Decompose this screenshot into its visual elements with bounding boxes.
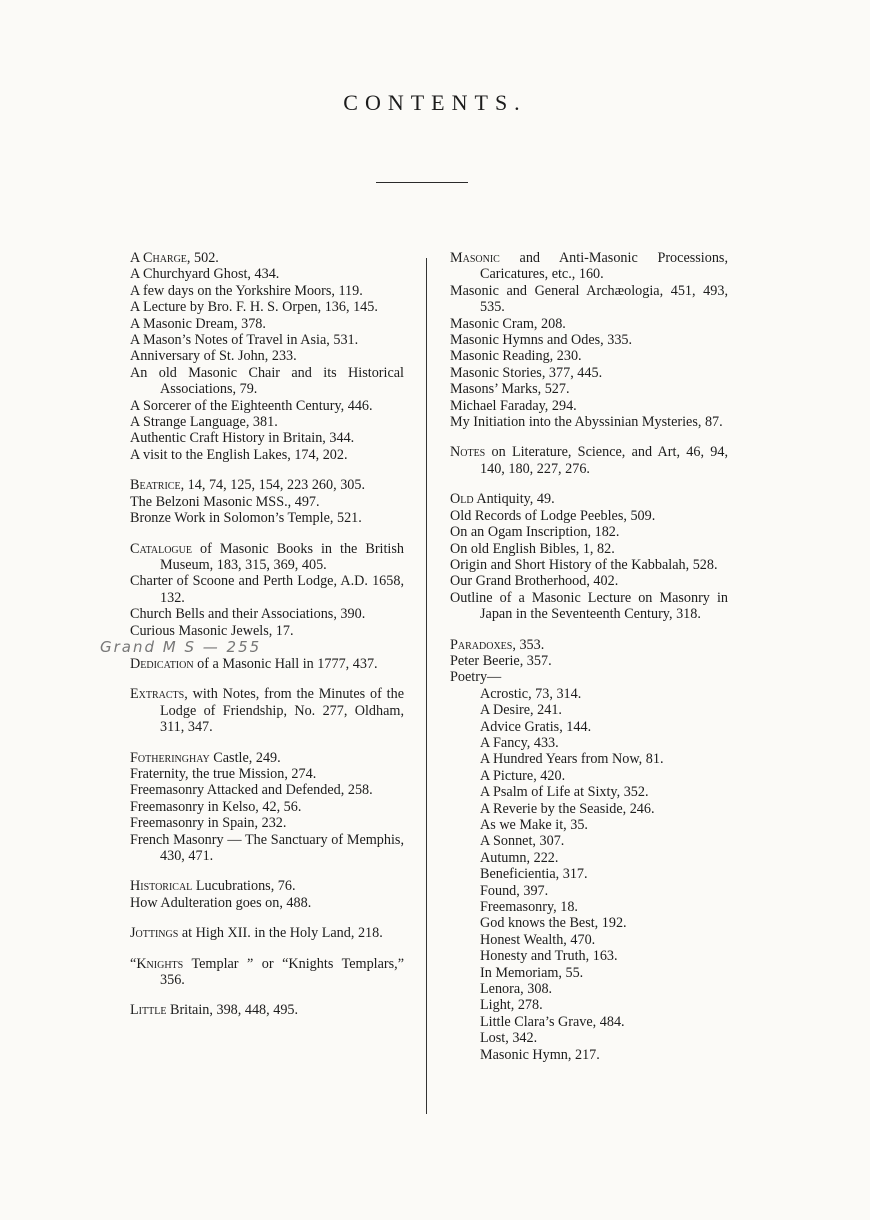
entry-text: , 353. <box>512 636 545 653</box>
contents-entry: How Adulteration goes on, 488. <box>130 894 312 911</box>
entry-text: , 502. <box>186 250 219 266</box>
contents-entry: A Mason’s Notes of Travel in Asia, 531. <box>130 332 359 349</box>
contents-entry: A Reverie by the Seaside, 246. <box>480 800 655 817</box>
contents-entry: Masons’ Marks, 527. <box>450 381 570 398</box>
contents-entry: An old Masonic Chair and its Historical Associations, 79. <box>130 364 404 398</box>
entry-lead-word: Masonic <box>450 250 500 266</box>
contents-entry: Peter Beerie, 357. <box>450 652 552 669</box>
contents-entry <box>130 541 404 574</box>
contents-entry: Freemasonry, 18. <box>480 899 578 916</box>
entry-lead-word: Catalogue <box>130 540 192 557</box>
contents-entry: Curious Masonic Jewels, 17. <box>130 622 294 639</box>
contents-entry: Fraternity, the true Mission, 274. <box>130 765 317 782</box>
contents-entry: A Sorcerer of the Eighteenth Century, 446. <box>130 397 373 414</box>
contents-entry: A few days on the Yorkshire Moors, 119. <box>130 282 363 299</box>
contents-entry: Michael Faraday, 294. <box>450 397 577 414</box>
contents-entry: God knows the Best, 192. <box>480 915 627 932</box>
entry-text: of a Masonic Hall in 1777, 437. <box>193 655 378 672</box>
contents-entry: Masonic Hymns and Odes, 335. <box>450 332 633 349</box>
contents-entry: Masonic Reading, 230. <box>450 348 582 365</box>
contents-entry <box>450 444 728 477</box>
contents-entry: Church Bells and their Associations, 390. <box>130 606 366 623</box>
entry-lead-word: Dedication <box>130 655 194 672</box>
entry-text: Britain, 398, 448, 495. <box>166 1002 299 1019</box>
entry-quote: “ <box>130 955 137 972</box>
contents-entry: Honest Wealth, 470. <box>480 931 596 948</box>
entry-text: on Literature, Science, and Art, 46, 94, 140, 180, 227, 276. <box>480 444 728 477</box>
contents-entry: In Memoriam, 55. <box>480 964 584 981</box>
contents-entry: Our Grand Brotherhood, 402. <box>450 573 619 590</box>
contents-entry: As we Make it, 35. <box>480 817 588 833</box>
entry-text: Antiquity, 49. <box>473 491 555 508</box>
contents-entry: A Hundred Years from Now, 81. <box>480 751 664 768</box>
contents-entry: A Psalm of Life at Sixty, 352. <box>480 784 649 801</box>
entry-lead-word: A Charge <box>130 250 187 266</box>
contents-entry: Lenora, 308. <box>480 981 553 998</box>
entry-text: , 14, 74, 125, 154, 223 260, 305. <box>180 477 366 494</box>
contents-entry: Freemasonry in Kelso, 42, 56. <box>130 798 302 815</box>
entry-lead-word: Little <box>130 1002 167 1019</box>
entry-text: Templar ” or “Knights Templars,” 356. <box>160 955 404 989</box>
column-divider <box>426 258 427 1114</box>
contents-entry: Masonic Hymn, 217. <box>480 1046 600 1063</box>
contents-entry: Freemasonry Attacked and Defended, 258. <box>130 782 373 799</box>
contents-entry: A visit to the English Lakes, 174, 202. <box>130 446 348 463</box>
contents-entry: Origin and Short History of the Kabbalah, 528. <box>450 556 718 573</box>
entry-lead-word: Old <box>450 491 474 508</box>
contents-entry: Little Clara’s Grave, 484. <box>480 1013 625 1030</box>
contents-entry: Old Records of Lodge Peebles, 509. <box>450 507 656 524</box>
contents-entry: My Initiation into the Abyssinian Mysteries, 87. <box>450 414 723 431</box>
contents-entry <box>130 686 404 735</box>
contents-entry <box>450 250 728 283</box>
contents-entry: On old English Bibles, 1, 82. <box>450 540 615 557</box>
contents-entry <box>450 637 728 653</box>
contents-entry: Advice Gratis, 144. <box>480 718 592 735</box>
entry-lead-word: Notes <box>450 444 486 461</box>
contents-entry: The Belzoni Masonic MSS., 497. <box>130 493 320 510</box>
contents-column-left <box>100 250 404 1019</box>
page-title: CONTENTS. <box>343 90 527 115</box>
contents-entry: Outline of a Masonic Lecture on Masonry in Japan in the Seventeenth Century, 318. <box>450 589 728 623</box>
contents-entry: A Desire, 241. <box>480 702 562 719</box>
contents-entry <box>130 956 404 989</box>
entry-lead-word: Historical <box>130 878 193 895</box>
entry-text: , with Notes, from the Minutes of the Lodge of Friendship, No. 277, Oldham, 311, 347. <box>160 686 404 736</box>
entry-text: Lucubrations, 76. <box>192 878 296 895</box>
contents-entry <box>130 925 404 941</box>
contents-entry: A Lecture by Bro. F. H. S. Orpen, 136, 145. <box>130 299 378 316</box>
contents-entry: Lost, 342. <box>480 1030 538 1047</box>
entry-lead-word: Fotheringhay <box>130 749 210 766</box>
contents-entry: A Sonnet, 307. <box>480 833 565 850</box>
contents-entry: On an Ogam Inscription, 182. <box>450 524 620 541</box>
contents-entry: Freemasonry in Spain, 232. <box>130 815 287 832</box>
contents-entry: A Masonic Dream, 378. <box>130 315 266 332</box>
contents-entry <box>130 1002 404 1018</box>
contents-entry: Masonic Stories, 377, 445. <box>450 364 603 381</box>
entry-lead-word: Knights <box>136 955 184 972</box>
contents-entry: A Strange Language, 381. <box>130 414 278 431</box>
contents-column-right <box>450 250 728 1063</box>
contents-entry: Found, 397. <box>480 882 549 899</box>
contents-entry: A Fancy, 433. <box>480 734 559 751</box>
contents-entry <box>130 477 404 493</box>
contents-entry: Charter of Scoone and Perth Lodge, A.D. 1658, 132. <box>130 573 404 606</box>
contents-entry: Masonic and General Archæologia, 451, 493, 535. <box>450 282 728 316</box>
contents-entry: Light, 278. <box>480 997 543 1014</box>
contents-entry: Honesty and Truth, 163. <box>480 948 618 965</box>
contents-entry: Autumn, 222. <box>480 849 559 866</box>
contents-entry: Anniversary of St. John, 233. <box>130 348 297 365</box>
contents-entry: Poetry— <box>450 669 502 686</box>
pencil-annotation: Grand M S — 255 <box>100 637 262 656</box>
contents-entry: Bronze Work in Solomon’s Temple, 521. <box>130 510 362 527</box>
entry-lead-word: Beatrice <box>130 477 181 494</box>
contents-entry: French Masonry — The Sanctuary of Memphis, 430, 471. <box>130 831 404 864</box>
contents-entry: Acrostic, 73, 314. <box>480 685 582 702</box>
entry-text: at High XII. in the Holy Land, 218. <box>178 925 383 942</box>
contents-entry <box>130 750 404 766</box>
entry-text: of Masonic Books in the British Museum, 183, 315, 369, 405. <box>160 540 404 573</box>
contents-entry <box>130 878 404 894</box>
contents-entry: Masonic Cram, 208. <box>450 315 566 332</box>
entry-lead-word: Paradoxes <box>450 636 513 653</box>
contents-entry: Beneficientia, 317. <box>480 866 588 883</box>
contents-entry: Authentic Craft History in Britain, 344. <box>130 430 355 447</box>
contents-entry <box>130 656 404 672</box>
contents-entry: A Churchyard Ghost, 434. <box>130 266 280 283</box>
entry-lead-word: Extracts <box>130 686 185 703</box>
contents-entry <box>130 250 404 266</box>
entry-lead-word: Jottings <box>130 925 179 942</box>
entry-text: Castle, 249. <box>209 749 281 766</box>
title-rule <box>376 182 468 183</box>
entry-text: and Anti-Masonic Processions, Caricatures, etc., 160. <box>480 250 728 283</box>
contents-entry <box>450 491 728 507</box>
contents-entry: A Picture, 420. <box>480 767 566 784</box>
